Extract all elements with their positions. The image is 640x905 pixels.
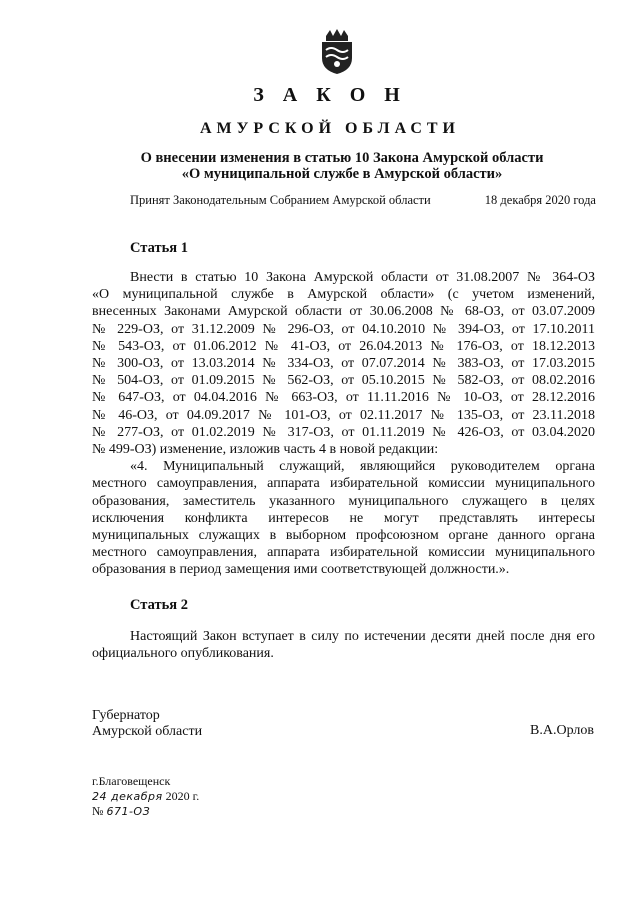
text-line: № 229-ОЗ, от 31.12.2009 № 296-ОЗ, от 04.10.2010 № 394-ОЗ, от 17.10.2011 (92, 321, 595, 337)
text-line: № 300-ОЗ, от 13.03.2014 № 334-ОЗ, от 07.07.2014 № 383-ОЗ, от 17.03.2015 (92, 356, 595, 372)
handwritten-date: 24 декабря (92, 790, 163, 803)
quote-line: «4. Муниципальный служащий, являющийся руководителем органа (130, 459, 595, 475)
issue-date (92, 789, 199, 804)
issue-details (92, 774, 199, 819)
position-line: Амурской области (92, 724, 203, 739)
text-line: официального опубликования. (92, 646, 274, 662)
subject-line: «О муниципальной службе в Амурской области» (181, 166, 503, 182)
subject-line: О внесении изменения в статью 10 Закона Амурской области (140, 150, 544, 166)
number-prefix: № (92, 804, 107, 818)
article-2-body (92, 628, 595, 662)
position-line: Губернатор (92, 708, 160, 723)
text-line: № 543-ОЗ, от 01.06.2012 № 41-ОЗ, от 26.04.2013 № 176-ОЗ, от 18.12.2013 (92, 338, 595, 354)
quote-line: исключения конфликта интересов не могут представлять интересы (92, 510, 595, 526)
amur-oblast-coat-of-arms-icon (318, 28, 356, 76)
article-1-body (92, 269, 595, 579)
document-title: З А К О Н (253, 84, 407, 106)
quote-line: муниципальных служащих в выборном профсоюзном органе данного органа (92, 528, 595, 544)
document-region: АМУРСКОЙ ОБЛАСТИ (200, 120, 460, 137)
issue-city: г.Благовещенск (92, 774, 171, 788)
text-line: № 277-ОЗ, от 01.02.2019 № 317-ОЗ, от 01.11.2019 № 426-ОЗ, от 03.04.2020 (92, 424, 595, 440)
text-line: внесенных Законами Амурской области от 30.06.2008 № 68-ОЗ, от 03.07.2009 (92, 304, 595, 320)
date-suffix: 2020 г. (162, 789, 200, 803)
adopted-by: Принят Законодательным Собранием Амурской области (130, 193, 431, 207)
article-1-heading: Статья 1 (130, 240, 188, 256)
handwritten-number: 671-ОЗ (106, 805, 151, 818)
text-line: Настоящий Закон вступает в силу по истечении десяти дней после дня его (130, 629, 595, 644)
quote-line: местного самоуправления, аппарата избирательной комиссии муниципального (92, 545, 595, 561)
quote-line: образования в период замещения ими соответствующей должности.». (92, 562, 510, 578)
text-line: Внести в статью 10 Закона Амурской области от 31.08.2007 № 364-ОЗ (130, 270, 595, 285)
quote-line: местного самоуправления, аппарата избирательной комиссии муниципального (92, 476, 595, 492)
text-line: № 499-ОЗ) изменение, изложив часть 4 в новой редакции: (92, 442, 439, 458)
quote-line: образования, заместитель указанного муниципального служащего в целях (92, 493, 595, 509)
text-line: «О муниципальной службе в Амурской области» (с учетом изменений, (92, 287, 595, 303)
text-line: № 504-ОЗ, от 01.09.2015 № 562-ОЗ, от 05.10.2015 № 582-ОЗ, от 08.02.2016 (92, 373, 595, 389)
signer-name: В.А.Орлов (530, 723, 594, 738)
text-line: № 647-ОЗ, от 04.04.2016 № 663-ОЗ, от 11.11.2016 № 10-ОЗ, от 28.12.2016 (92, 390, 595, 406)
signer-position (92, 708, 202, 740)
article-2-heading: Статья 2 (130, 597, 188, 613)
issue-number (92, 804, 199, 819)
text-line: № 46-ОЗ, от 04.09.2017 № 101-ОЗ, от 02.11.2017 № 135-ОЗ, от 23.11.2018 (92, 407, 595, 423)
adopted-date: 18 декабря 2020 года (484, 193, 596, 207)
document-subject (92, 150, 592, 182)
